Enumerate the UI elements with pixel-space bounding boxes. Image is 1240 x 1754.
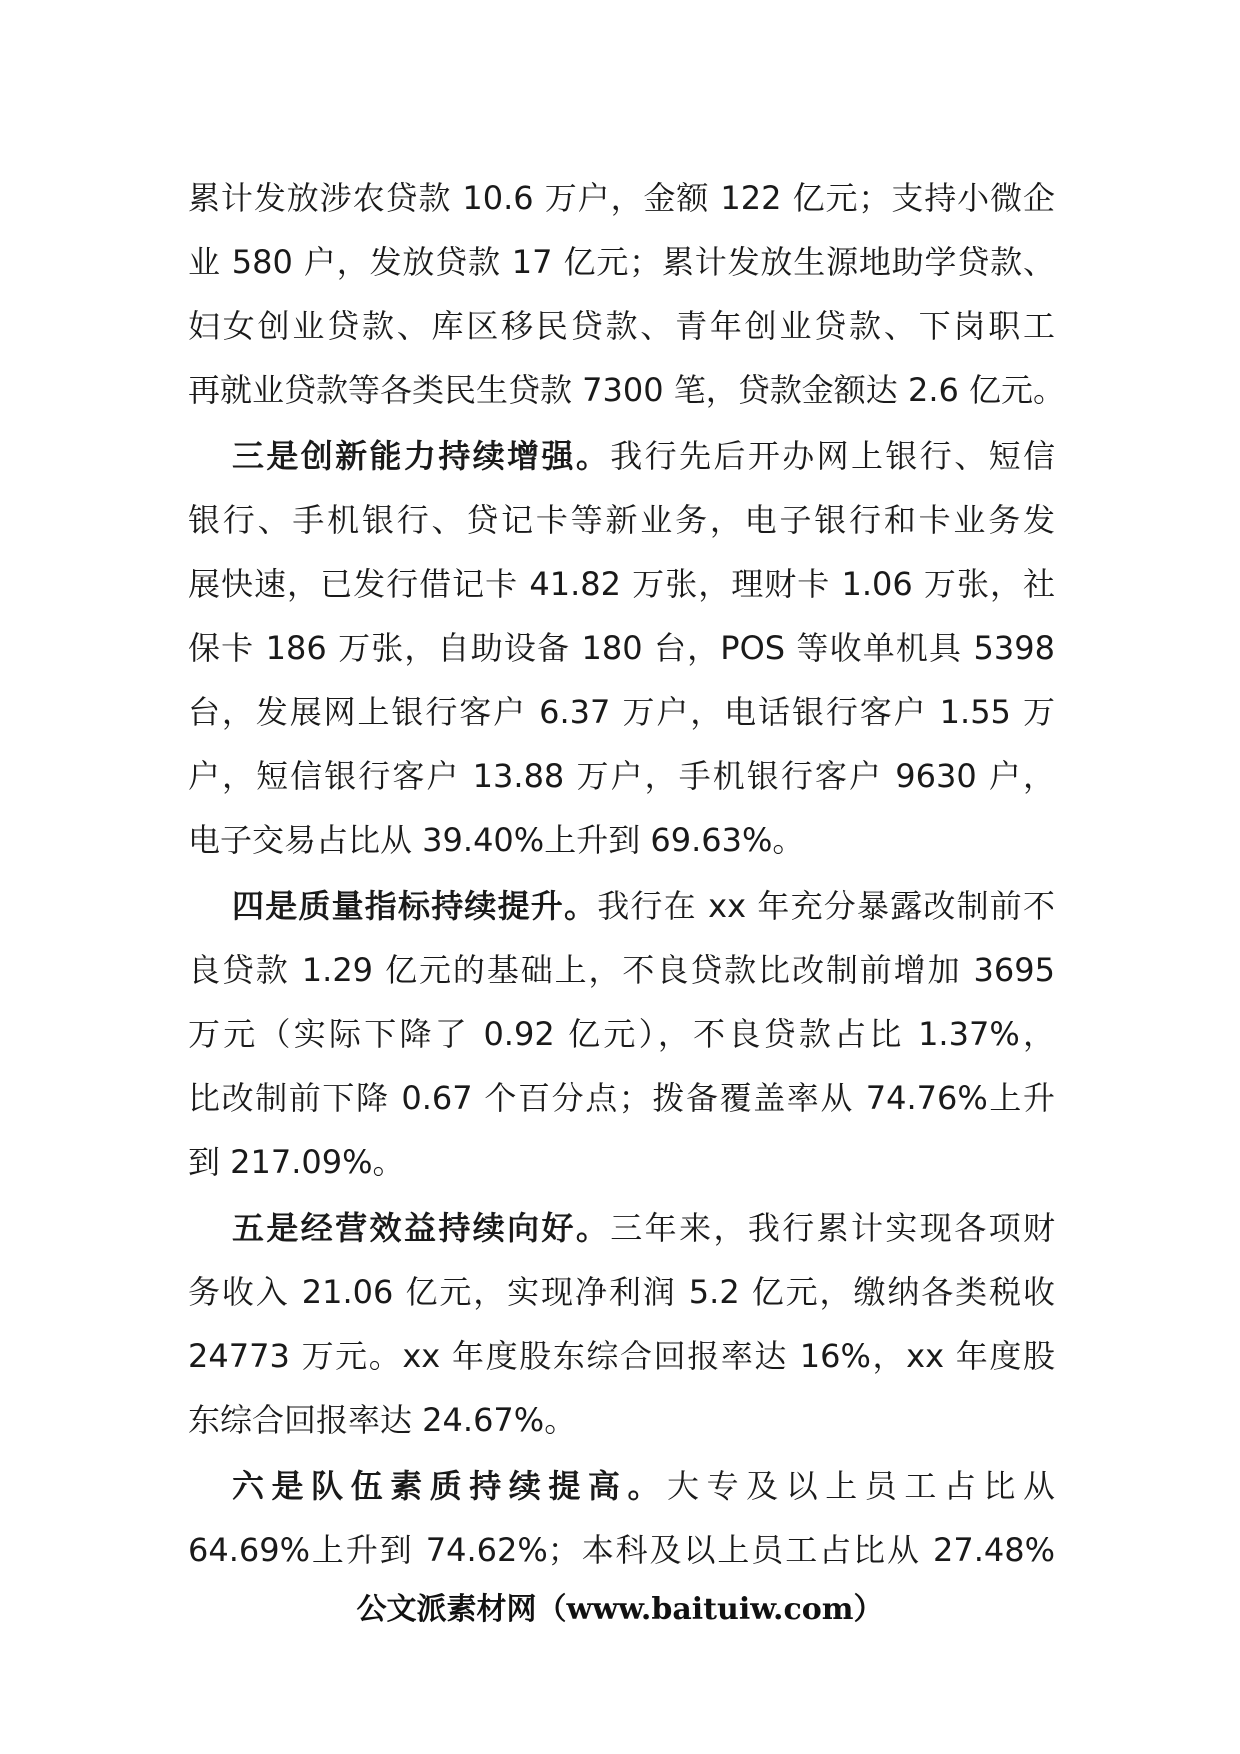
- text-line: 24773 万元。xx 年度股东综合回报率达 16%，xx 年度股: [188, 1337, 1055, 1375]
- paragraph-heading: 六是队伍素质持续提高。: [232, 1467, 668, 1505]
- text-line: 累计发放涉农贷款 10.6 万户，金额 122 亿元；支持小微企: [188, 179, 1055, 217]
- text-line: 良贷款 1.29 亿元的基础上，不良贷款比改制前增加 3695: [188, 951, 1055, 989]
- text-line: 再就业贷款等各类民生贷款 7300 笔，贷款金额达 2.6 亿元。: [188, 371, 1066, 409]
- text-run: 我行在 xx 年充分暴露改制前不: [597, 887, 1055, 925]
- text-line: [188, 874, 1055, 938]
- text-line: 东综合回报率达 24.67%。: [188, 1401, 577, 1439]
- text-line: 到 217.09%。: [188, 1143, 405, 1181]
- paragraph-innovation: [188, 424, 1055, 872]
- text-line: [188, 1196, 1055, 1260]
- text-line: 万元（实际下降了 0.92 亿元），不良贷款占比 1.37%，: [188, 1015, 1055, 1053]
- paragraph-loans: [188, 166, 1066, 422]
- text-run: 三年来，我行累计实现各项财: [610, 1209, 1055, 1247]
- paragraph-heading: 四是质量指标持续提升。: [232, 887, 598, 925]
- text-line: 户，短信银行客户 13.88 万户，手机银行客户 9630 户，: [188, 757, 1055, 795]
- text-run: 大专及以上员工占比从: [667, 1467, 1055, 1505]
- text-line: 妇女创业贷款、库区移民贷款、青年创业贷款、下岗职工: [188, 307, 1055, 345]
- footer-watermark: 公文派素材网（www.baituiw.com）: [356, 1592, 884, 1627]
- paragraph-profit: [188, 1196, 1055, 1452]
- paragraph-heading: 三是创新能力持续增强。: [232, 437, 611, 475]
- text-line: 银行、手机银行、贷记卡等新业务，电子银行和卡业务发: [188, 501, 1055, 539]
- text-line: 务收入 21.06 亿元，实现净利润 5.2 亿元，缴纳各类税收: [188, 1273, 1055, 1311]
- text-line: 展快速，已发行借记卡 41.82 万张，理财卡 1.06 万张，社: [188, 565, 1055, 603]
- text-line: [188, 424, 1055, 488]
- document-body: [188, 166, 1066, 1582]
- text-line: [188, 1454, 1055, 1518]
- paragraph-staff: [188, 1454, 1055, 1582]
- paragraph-heading: 五是经营效益持续向好。: [232, 1209, 611, 1247]
- text-run: 我行先后开办网上银行、短信: [610, 437, 1055, 475]
- text-line: 电子交易占比从 39.40%上升到 69.63%。: [188, 821, 805, 859]
- text-line: 保卡 186 万张，自助设备 180 台，POS 等收单机具 5398: [188, 629, 1055, 667]
- text-line: 64.69%上升到 74.62%；本科及以上员工占比从 27.48%: [188, 1531, 1055, 1569]
- text-line: 台，发展网上银行客户 6.37 万户，电话银行客户 1.55 万: [188, 693, 1055, 731]
- text-line: 业 580 户，发放贷款 17 亿元；累计发放生源地助学贷款、: [188, 243, 1055, 281]
- paragraph-quality: [188, 874, 1055, 1194]
- text-line: 比改制前下降 0.67 个百分点；拨备覆盖率从 74.76%上升: [188, 1079, 1055, 1117]
